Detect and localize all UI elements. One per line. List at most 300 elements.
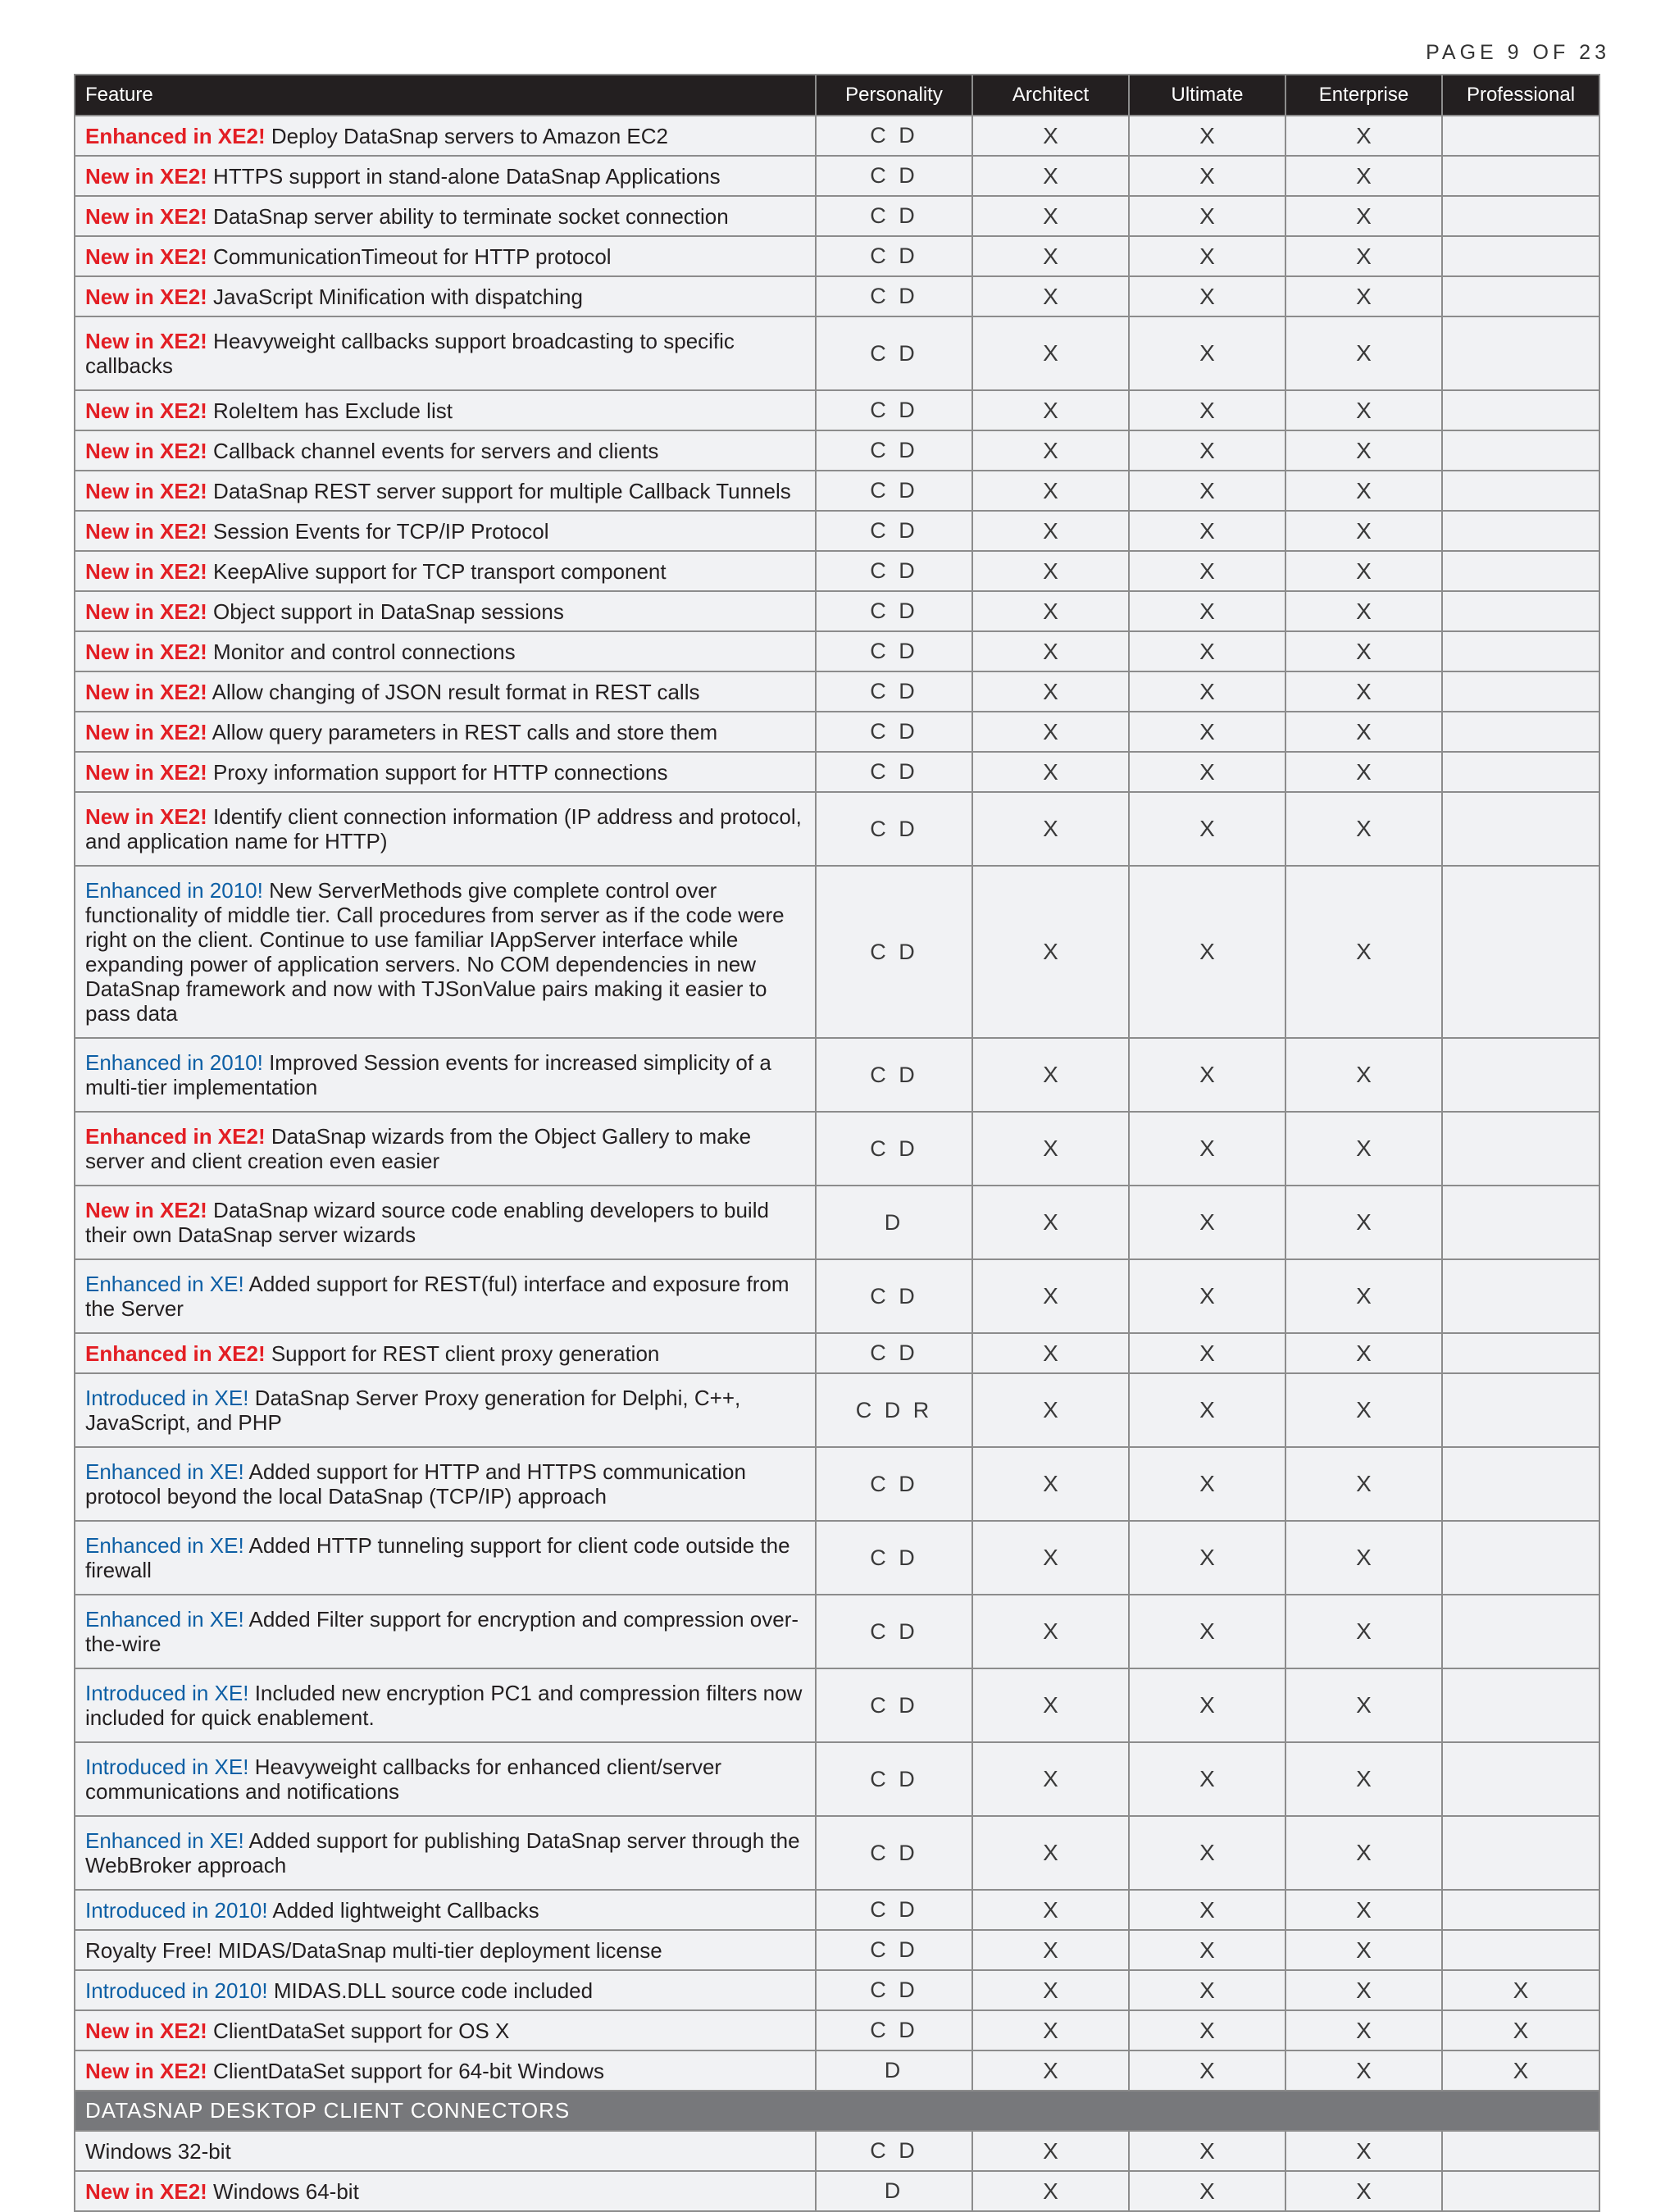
architect-cell: X	[972, 1970, 1129, 2010]
feature-text: Session Events for TCP/IP Protocol	[207, 518, 549, 544]
feature-cell	[75, 156, 816, 196]
architect-cell: X	[972, 1742, 1129, 1816]
personality-cell: C D	[816, 196, 972, 236]
ultimate-cell: X	[1129, 2050, 1285, 2091]
feature-text: Windows 64-bit	[207, 2178, 359, 2204]
personality-cell: C D	[816, 276, 972, 316]
ultimate-cell: X	[1129, 712, 1285, 752]
enterprise-cell: X	[1285, 390, 1442, 430]
personality-cell: C D	[816, 471, 972, 511]
enterprise-cell: X	[1285, 430, 1442, 471]
enterprise-cell: X	[1285, 1333, 1442, 1373]
personality-cell: C D R	[816, 1373, 972, 1447]
professional-cell	[1442, 1930, 1599, 1970]
feature-text: DataSnap server ability to terminate socket connection	[207, 203, 729, 229]
feature-tag: New in XE2!	[85, 438, 207, 463]
ultimate-cell: X	[1129, 1333, 1285, 1373]
architect-cell: X	[972, 390, 1129, 430]
feature-tag: New in XE2!	[85, 759, 207, 785]
architect-cell: X	[972, 156, 1129, 196]
ultimate-cell: X	[1129, 1112, 1285, 1186]
professional-cell	[1442, 2171, 1599, 2211]
table-row	[75, 1112, 1599, 1186]
ultimate-cell: X	[1129, 1595, 1285, 1668]
enterprise-cell: X	[1285, 712, 1442, 752]
personality-cell: C D	[816, 1816, 972, 1890]
professional-cell	[1442, 430, 1599, 471]
feature-tag: Enhanced in XE!	[85, 1459, 244, 1484]
feature-tag: Enhanced in XE!	[85, 1272, 244, 1296]
personality-cell: C D	[816, 2010, 972, 2050]
enterprise-cell: X	[1285, 276, 1442, 316]
personality-cell: C D	[816, 511, 972, 551]
architect-cell: X	[972, 1373, 1129, 1447]
feature-text: ClientDataSet support for OS X	[207, 2018, 510, 2043]
feature-cell	[75, 2010, 816, 2050]
feature-cell	[75, 792, 816, 866]
feature-cell	[75, 1816, 816, 1890]
professional-cell	[1442, 471, 1599, 511]
table-row	[75, 276, 1599, 316]
architect-cell: X	[972, 316, 1129, 390]
professional-cell	[1442, 792, 1599, 866]
feature-text: Allow query parameters in REST calls and store them	[207, 719, 718, 744]
feature-tag: Enhanced in XE2!	[85, 123, 266, 148]
personality-cell: C D	[816, 1447, 972, 1521]
architect-cell: X	[972, 430, 1129, 471]
architect-cell: X	[972, 1816, 1129, 1890]
feature-text: Windows 32-bit	[85, 2138, 231, 2164]
ultimate-cell: X	[1129, 1816, 1285, 1890]
feature-text: RoleItem has Exclude list	[207, 398, 453, 423]
page-number: PAGE 9 OF 23	[1426, 41, 1610, 64]
table-row	[75, 471, 1599, 511]
professional-cell	[1442, 196, 1599, 236]
architect-cell: X	[972, 1038, 1129, 1112]
ultimate-cell: X	[1129, 196, 1285, 236]
professional-cell	[1442, 591, 1599, 631]
feature-text: Added support for publishing DataSnap server through the WebBroker approach	[85, 1828, 806, 1877]
col-header-professional: Professional	[1442, 75, 1599, 116]
professional-cell	[1442, 1890, 1599, 1930]
feature-cell	[75, 2131, 816, 2171]
feature-cell	[75, 236, 816, 276]
architect-cell: X	[972, 196, 1129, 236]
ultimate-cell: X	[1129, 511, 1285, 551]
feature-cell	[75, 1521, 816, 1595]
table-row	[75, 551, 1599, 591]
feature-tag: Enhanced in 2010!	[85, 878, 263, 903]
feature-tag: Introduced in 2010!	[85, 1897, 268, 1923]
ultimate-cell: X	[1129, 1259, 1285, 1333]
professional-cell	[1442, 236, 1599, 276]
professional-cell	[1442, 276, 1599, 316]
feature-tag: New in XE2!	[85, 163, 207, 189]
feature-cell	[75, 551, 816, 591]
professional-cell: X	[1442, 2050, 1599, 2091]
feature-text: KeepAlive support for TCP transport component	[207, 558, 667, 584]
ultimate-cell: X	[1129, 156, 1285, 196]
feature-tag: New in XE2!	[85, 478, 207, 503]
personality-cell: C D	[816, 1112, 972, 1186]
personality-cell: C D	[816, 792, 972, 866]
feature-cell	[75, 1742, 816, 1816]
personality-cell: C D	[816, 156, 972, 196]
enterprise-cell: X	[1285, 792, 1442, 866]
table-row	[75, 1038, 1599, 1112]
personality-cell: D	[816, 2171, 972, 2211]
feature-tag: New in XE2!	[85, 2178, 207, 2204]
architect-cell: X	[972, 792, 1129, 866]
professional-cell	[1442, 511, 1599, 551]
feature-cell	[75, 1333, 816, 1373]
enterprise-cell: X	[1285, 1668, 1442, 1742]
feature-tag: Enhanced in XE!	[85, 1828, 244, 1853]
table-row	[75, 631, 1599, 671]
personality-cell: C D	[816, 1333, 972, 1373]
table-row	[75, 511, 1599, 551]
architect-cell: X	[972, 2050, 1129, 2091]
table-row	[75, 2131, 1599, 2171]
feature-cell	[75, 1373, 816, 1447]
professional-cell	[1442, 1816, 1599, 1890]
feature-text: Callback channel events for servers and clients	[207, 438, 659, 463]
feature-text: Heavyweight callbacks support broadcasting to specific callbacks	[85, 329, 741, 378]
feature-cell	[75, 1038, 816, 1112]
header-row	[75, 75, 1599, 116]
professional-cell	[1442, 156, 1599, 196]
ultimate-cell: X	[1129, 792, 1285, 866]
table-row	[75, 116, 1599, 156]
enterprise-cell: X	[1285, 156, 1442, 196]
ultimate-cell: X	[1129, 2131, 1285, 2171]
enterprise-cell: X	[1285, 236, 1442, 276]
professional-cell	[1442, 671, 1599, 712]
feature-tag: New in XE2!	[85, 599, 207, 624]
feature-text: Object support in DataSnap sessions	[207, 599, 564, 624]
professional-cell	[1442, 1595, 1599, 1668]
table-row	[75, 156, 1599, 196]
architect-cell: X	[972, 236, 1129, 276]
feature-text: CommunicationTimeout for HTTP protocol	[207, 244, 612, 269]
enterprise-cell: X	[1285, 671, 1442, 712]
feature-tag: New in XE2!	[85, 398, 207, 423]
professional-cell	[1442, 316, 1599, 390]
ultimate-cell: X	[1129, 1890, 1285, 1930]
personality-cell: C D	[816, 1970, 972, 2010]
professional-cell: X	[1442, 1970, 1599, 2010]
architect-cell: X	[972, 591, 1129, 631]
architect-cell: X	[972, 752, 1129, 792]
feature-text: Heavyweight callbacks for enhanced client/server communications and notifications	[85, 1755, 728, 1804]
personality-cell: C D	[816, 551, 972, 591]
professional-cell	[1442, 1521, 1599, 1595]
feature-text: DataSnap Server Proxy generation for Delphi, C++, JavaScript, and PHP	[85, 1386, 747, 1435]
feature-text: Identify client connection information (IP address and protocol, and application name for HTTP)	[85, 804, 808, 853]
feature-cell	[75, 1259, 816, 1333]
feature-cell	[75, 1447, 816, 1521]
feature-text: Added Filter support for encryption and compression over-the-wire	[85, 1607, 799, 1656]
feature-cell	[75, 2171, 816, 2211]
enterprise-cell: X	[1285, 2010, 1442, 2050]
feature-text: Allow changing of JSON result format in REST calls	[207, 679, 700, 704]
feature-cell	[75, 1186, 816, 1259]
feature-cell	[75, 1112, 816, 1186]
personality-cell: C D	[816, 1259, 972, 1333]
feature-text: Included new encryption PC1 and compression filters now included for quick enablement.	[85, 1681, 808, 1730]
feature-tag: New in XE2!	[85, 284, 207, 309]
enterprise-cell: X	[1285, 1447, 1442, 1521]
feature-tag: Enhanced in XE!	[85, 1607, 244, 1632]
ultimate-cell: X	[1129, 1373, 1285, 1447]
personality-cell: C D	[816, 430, 972, 471]
enterprise-cell: X	[1285, 1816, 1442, 1890]
professional-cell	[1442, 1112, 1599, 1186]
ultimate-cell: X	[1129, 2010, 1285, 2050]
architect-cell: X	[972, 1521, 1129, 1595]
professional-cell	[1442, 1186, 1599, 1259]
enterprise-cell: X	[1285, 196, 1442, 236]
feature-tag: New in XE2!	[85, 719, 207, 744]
ultimate-cell: X	[1129, 631, 1285, 671]
ultimate-cell: X	[1129, 116, 1285, 156]
personality-cell: C D	[816, 1890, 972, 1930]
feature-tag: Enhanced in XE2!	[85, 1124, 266, 1149]
architect-cell: X	[972, 1186, 1129, 1259]
enterprise-cell: X	[1285, 1890, 1442, 1930]
col-header-architect: Architect	[972, 75, 1129, 116]
enterprise-cell: X	[1285, 591, 1442, 631]
table-row	[75, 2050, 1599, 2091]
ultimate-cell: X	[1129, 1521, 1285, 1595]
table-row	[75, 1816, 1599, 1890]
professional-cell	[1442, 1259, 1599, 1333]
feature-text: New ServerMethods give complete control over functionality of middle tier. Call procedures from server as if the code were right on the client. Continue to use familiar IAppServer interface while expanding power of application servers. No COM dependencies in new DataSnap framework and now with TJSonValue pairs making it easier to pass data	[85, 878, 790, 1026]
feature-tag: New in XE2!	[85, 804, 207, 829]
feature-tag: Introduced in XE!	[85, 1681, 249, 1705]
personality-cell: C D	[816, 591, 972, 631]
professional-cell	[1442, 1038, 1599, 1112]
ultimate-cell: X	[1129, 1742, 1285, 1816]
table-row	[75, 671, 1599, 712]
feature-matrix-table	[74, 74, 1600, 2212]
feature-cell	[75, 471, 816, 511]
feature-tag: New in XE2!	[85, 518, 207, 544]
feature-cell	[75, 116, 816, 156]
enterprise-cell: X	[1285, 1930, 1442, 1970]
feature-cell	[75, 1668, 816, 1742]
ultimate-cell: X	[1129, 1930, 1285, 1970]
architect-cell: X	[972, 116, 1129, 156]
feature-tag: New in XE2!	[85, 639, 207, 664]
table-row	[75, 1970, 1599, 2010]
architect-cell: X	[972, 1112, 1129, 1186]
architect-cell: X	[972, 1668, 1129, 1742]
section-header-row	[75, 2091, 1599, 2131]
feature-tag: New in XE2!	[85, 1198, 207, 1222]
professional-cell: X	[1442, 2010, 1599, 2050]
table-row	[75, 866, 1599, 1038]
enterprise-cell: X	[1285, 1259, 1442, 1333]
architect-cell: X	[972, 1930, 1129, 1970]
feature-text: Improved Session events for increased simplicity of a multi-tier implementation	[85, 1050, 778, 1099]
table-row	[75, 752, 1599, 792]
enterprise-cell: X	[1285, 316, 1442, 390]
feature-tag: New in XE2!	[85, 244, 207, 269]
feature-cell	[75, 752, 816, 792]
table-row	[75, 196, 1599, 236]
feature-text: ClientDataSet support for 64-bit Windows	[207, 2058, 604, 2083]
col-header-personality: Personality	[816, 75, 972, 116]
feature-tag: Enhanced in XE!	[85, 1533, 244, 1558]
enterprise-cell: X	[1285, 2050, 1442, 2091]
professional-cell	[1442, 1447, 1599, 1521]
enterprise-cell: X	[1285, 1373, 1442, 1447]
table-row	[75, 1373, 1599, 1447]
ultimate-cell: X	[1129, 1970, 1285, 2010]
feature-text: Royalty Free! MIDAS/DataSnap multi-tier deployment license	[85, 1937, 662, 1963]
feature-text: Support for REST client proxy generation	[265, 1340, 660, 1366]
table-row	[75, 1930, 1599, 1970]
architect-cell: X	[972, 712, 1129, 752]
enterprise-cell: X	[1285, 511, 1442, 551]
enterprise-cell: X	[1285, 1186, 1442, 1259]
col-header-enterprise: Enterprise	[1285, 75, 1442, 116]
architect-cell: X	[972, 1259, 1129, 1333]
personality-cell: C D	[816, 316, 972, 390]
personality-cell: C D	[816, 1595, 972, 1668]
feature-tag: New in XE2!	[85, 203, 207, 229]
table-row	[75, 1186, 1599, 1259]
feature-text: HTTPS support in stand-alone DataSnap Applications	[207, 163, 721, 189]
feature-text: Added support for HTTP and HTTPS communication protocol beyond the local DataSnap (TCP/IP) approach	[85, 1459, 753, 1509]
feature-text: Added lightweight Callbacks	[267, 1897, 539, 1923]
ultimate-cell: X	[1129, 551, 1285, 591]
architect-cell: X	[972, 1890, 1129, 1930]
enterprise-cell: X	[1285, 551, 1442, 591]
personality-cell: C D	[816, 1038, 972, 1112]
personality-cell: C D	[816, 1930, 972, 1970]
feature-tag: New in XE2!	[85, 2018, 207, 2043]
professional-cell	[1442, 2131, 1599, 2171]
personality-cell: D	[816, 1186, 972, 1259]
architect-cell: X	[972, 631, 1129, 671]
feature-cell	[75, 316, 816, 390]
architect-cell: X	[972, 866, 1129, 1038]
table-row	[75, 316, 1599, 390]
enterprise-cell: X	[1285, 1038, 1442, 1112]
professional-cell	[1442, 631, 1599, 671]
enterprise-cell: X	[1285, 1112, 1442, 1186]
feature-tag: New in XE2!	[85, 2058, 207, 2083]
ultimate-cell: X	[1129, 430, 1285, 471]
enterprise-cell: X	[1285, 752, 1442, 792]
table-row	[75, 1890, 1599, 1930]
col-header-feature: Feature	[75, 75, 816, 116]
personality-cell: C D	[816, 1742, 972, 1816]
enterprise-cell: X	[1285, 1521, 1442, 1595]
section-title: DATASNAP DESKTOP CLIENT CONNECTORS	[75, 2091, 1599, 2131]
ultimate-cell: X	[1129, 1668, 1285, 1742]
table-row	[75, 390, 1599, 430]
feature-cell	[75, 591, 816, 631]
ultimate-cell: X	[1129, 471, 1285, 511]
enterprise-cell: X	[1285, 866, 1442, 1038]
professional-cell	[1442, 390, 1599, 430]
table-body	[75, 116, 1599, 2211]
architect-cell: X	[972, 551, 1129, 591]
feature-text: Monitor and control connections	[207, 639, 516, 664]
architect-cell: X	[972, 1333, 1129, 1373]
professional-cell	[1442, 752, 1599, 792]
ultimate-cell: X	[1129, 591, 1285, 631]
feature-cell	[75, 1970, 816, 2010]
feature-cell	[75, 1890, 816, 1930]
enterprise-cell: X	[1285, 1595, 1442, 1668]
table-row	[75, 1668, 1599, 1742]
table-row	[75, 430, 1599, 471]
table-row	[75, 1333, 1599, 1373]
feature-cell	[75, 276, 816, 316]
enterprise-cell: X	[1285, 1970, 1442, 2010]
enterprise-cell: X	[1285, 2171, 1442, 2211]
table-row	[75, 1742, 1599, 1816]
feature-text: JavaScript Minification with dispatching	[207, 284, 583, 309]
table-row	[75, 792, 1599, 866]
feature-cell	[75, 631, 816, 671]
ultimate-cell: X	[1129, 866, 1285, 1038]
table-row	[75, 236, 1599, 276]
professional-cell	[1442, 116, 1599, 156]
feature-text: DataSnap wizards from the Object Gallery to make server and client creation even easier	[85, 1124, 758, 1173]
feature-cell	[75, 2050, 816, 2091]
personality-cell: C D	[816, 390, 972, 430]
enterprise-cell: X	[1285, 116, 1442, 156]
ultimate-cell: X	[1129, 1038, 1285, 1112]
professional-cell	[1442, 1373, 1599, 1447]
col-header-ultimate: Ultimate	[1129, 75, 1285, 116]
ultimate-cell: X	[1129, 236, 1285, 276]
feature-tag: New in XE2!	[85, 558, 207, 584]
feature-tag: Enhanced in XE2!	[85, 1340, 266, 1366]
table-row	[75, 2171, 1599, 2211]
ultimate-cell: X	[1129, 752, 1285, 792]
architect-cell: X	[972, 1447, 1129, 1521]
personality-cell: C D	[816, 1668, 972, 1742]
personality-cell: C D	[816, 236, 972, 276]
architect-cell: X	[972, 671, 1129, 712]
architect-cell: X	[972, 276, 1129, 316]
ultimate-cell: X	[1129, 1447, 1285, 1521]
table-row	[75, 591, 1599, 631]
professional-cell	[1442, 551, 1599, 591]
feature-cell	[75, 866, 816, 1038]
ultimate-cell: X	[1129, 316, 1285, 390]
professional-cell	[1442, 712, 1599, 752]
feature-tag: Enhanced in 2010!	[85, 1050, 263, 1075]
feature-cell	[75, 390, 816, 430]
feature-cell	[75, 1595, 816, 1668]
feature-text: Added support for REST(ful) interface and exposure from the Server	[85, 1272, 795, 1321]
personality-cell: C D	[816, 752, 972, 792]
feature-text: Deploy DataSnap servers to Amazon EC2	[265, 123, 668, 148]
personality-cell: C D	[816, 712, 972, 752]
enterprise-cell: X	[1285, 1742, 1442, 1816]
feature-cell	[75, 1930, 816, 1970]
feature-cell	[75, 712, 816, 752]
personality-cell: C D	[816, 866, 972, 1038]
personality-cell: C D	[816, 671, 972, 712]
